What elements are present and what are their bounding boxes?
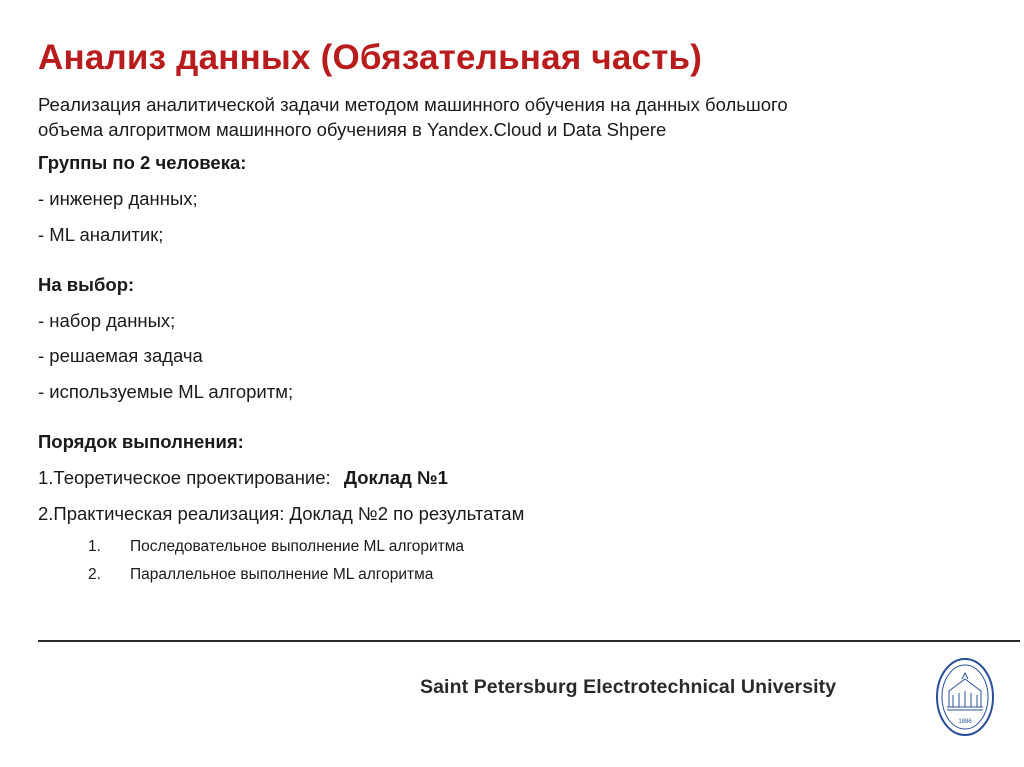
sub-item-number: 2. — [88, 566, 101, 583]
slide-title: Анализ данных (Обязательная часть) — [38, 38, 703, 77]
groups-item-ml-analyst: - ML аналитик; — [38, 224, 164, 245]
seal-year: 1886 — [958, 719, 972, 725]
order-heading: Порядок выполнения: — [38, 431, 244, 452]
order-step-2: 2.Практическая реализация: Доклад №2 по результатам — [38, 503, 525, 524]
groups-item-data-engineer: - инженер данных; — [38, 188, 198, 209]
sub-item-text: Параллельное выполнение ML алгоритма — [130, 566, 434, 583]
footer-divider — [38, 640, 1020, 642]
order-sub-item-sequential — [0, 538, 700, 558]
intro-paragraph — [38, 92, 788, 142]
sub-item-text: Последовательное выполнение ML алгоритма — [130, 538, 465, 555]
intro-line-2: объема алгоритмом машинного обученияя в Yandex.Cloud и Data Shpere — [38, 119, 667, 140]
groups-heading: Группы по 2 человека: — [38, 152, 247, 173]
choice-heading: На выбор: — [38, 274, 135, 295]
choice-item-task: - решаемая задача — [38, 345, 203, 366]
intro-line-1: Реализация аналитической задачи методом машинного обучения на данных большого — [38, 94, 788, 115]
order-step-1-text: 1.Теоретическое проектирование: — [38, 467, 331, 488]
order-step-1-report: Доклад №1 — [343, 467, 448, 488]
order-sub-item-parallel — [0, 566, 700, 586]
choice-item-algorithm: - используемые ML алгоритм; — [38, 381, 294, 402]
sub-item-number: 1. — [88, 538, 101, 555]
choice-item-dataset: - набор данных; — [38, 310, 176, 331]
order-step-1 — [38, 467, 448, 489]
university-seal-icon — [935, 657, 995, 737]
university-name: Saint Petersburg Electrotechnical University — [420, 676, 837, 698]
